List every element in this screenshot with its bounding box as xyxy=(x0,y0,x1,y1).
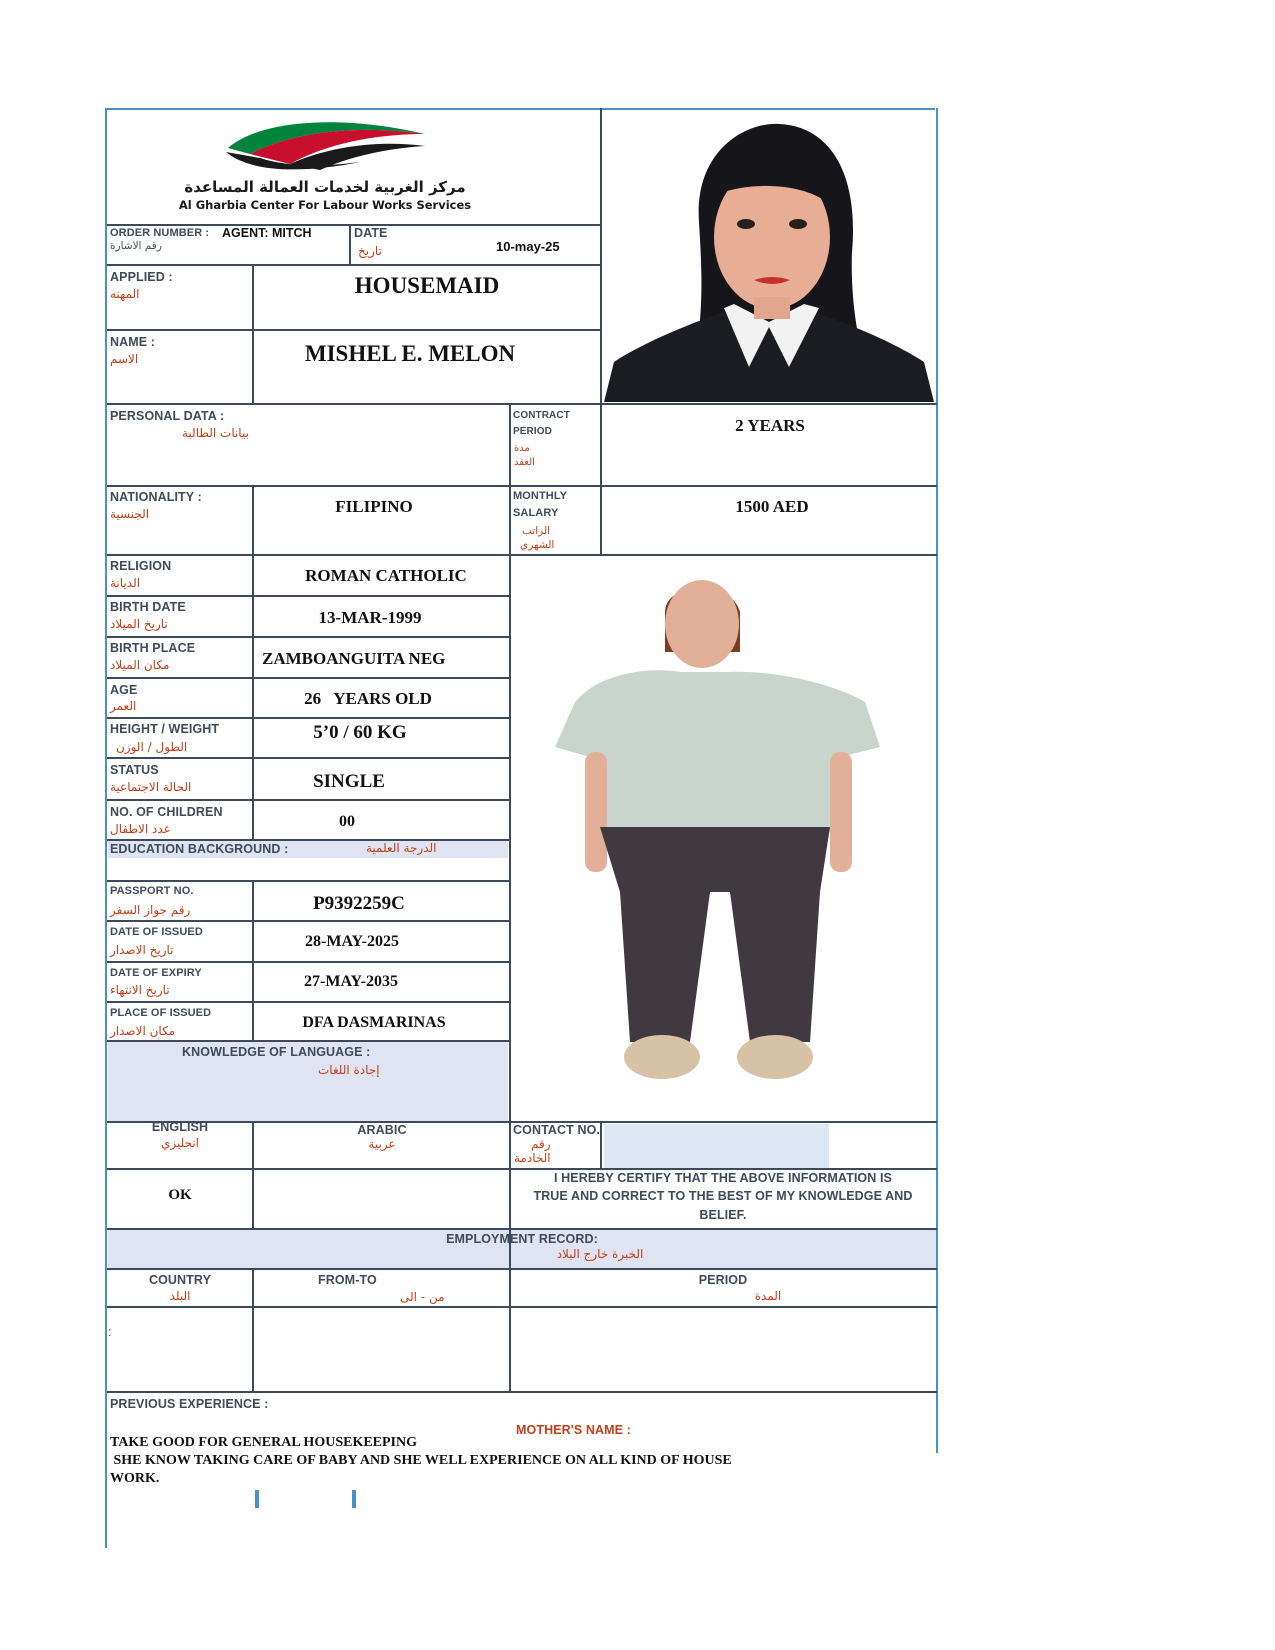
decor-bar-1 xyxy=(255,1490,259,1508)
previous-experience-label: PREVIOUS EXPERIENCE : xyxy=(110,1397,269,1411)
experience-line-3: WORK. xyxy=(110,1471,160,1486)
place-issued-value: DFA DASMARINAS xyxy=(302,1014,446,1031)
contact-label-ar-2: الخادمة xyxy=(514,1151,551,1165)
company-logo xyxy=(140,112,520,220)
language-label: KNOWLEDGE OF LANGUAGE : xyxy=(182,1045,371,1059)
religion-label: RELIGION xyxy=(110,559,172,573)
applied-label-ar: المهنه xyxy=(110,287,140,301)
birth-date-value: 13-MAR-1999 xyxy=(318,608,422,627)
children-label: NO. OF CHILDREN xyxy=(110,805,223,819)
contract-label-ar-2: العقد xyxy=(514,457,535,468)
expiry-label-ar: تاريخ الانتهاء xyxy=(110,983,170,997)
status-label-ar: الحالة الاجتماعية xyxy=(110,780,192,794)
employment-country-header-ar: البلد xyxy=(169,1289,191,1303)
religion-value: ROMAN CATHOLIC xyxy=(305,566,467,585)
birth-place-value: ZAMBOANGUITA NEG xyxy=(262,649,446,668)
children-label-ar: عدد الاطفال xyxy=(110,822,171,836)
salary-label-2: SALARY xyxy=(513,507,559,519)
salary-value: 1500 AED xyxy=(735,497,809,516)
logo-english-name: Al Gharbia Center For Labour Works Services xyxy=(178,198,472,212)
age-label: AGE xyxy=(110,683,138,697)
religion-label-ar: الديانة xyxy=(110,576,141,590)
experience-line-1: TAKE GOOD FOR GENERAL HOUSEKEEPING xyxy=(110,1435,418,1450)
date-label: DATE xyxy=(354,226,388,240)
education-label: EDUCATION BACKGROUND : xyxy=(110,842,289,856)
status-value: SINGLE xyxy=(313,771,385,792)
children-value: 00 xyxy=(339,813,355,830)
nationality-label-ar: الجنسية xyxy=(110,507,150,521)
status-label: STATUS xyxy=(110,763,159,777)
employment-period-header: PERIOD xyxy=(698,1273,748,1287)
contract-label-ar-1: مدة xyxy=(514,443,530,454)
logo-arabic-name: مركز الغربية لخدمات العمالة المساعدة xyxy=(184,178,466,196)
contract-label-1: CONTRACT xyxy=(513,410,570,421)
passport-label: PASSPORT NO. xyxy=(110,885,194,897)
name-value: MISHEL E. MELON xyxy=(304,341,516,366)
order-number-label: ORDER NUMBER : xyxy=(110,227,210,239)
height-weight-value: 5’0 / 60 KG xyxy=(313,722,407,743)
name-label-ar: الاسم xyxy=(110,352,139,366)
issued-value: 28-MAY-2025 xyxy=(305,933,399,950)
english-label: ENGLISH xyxy=(151,1120,209,1134)
birth-place-label-ar: مكان الميلاد xyxy=(110,658,170,672)
outer-border-top xyxy=(105,108,935,110)
date-value: 10-may-25 xyxy=(496,239,560,254)
portrait-photo xyxy=(604,112,934,402)
name-label: NAME : xyxy=(110,335,156,349)
personal-data-label: PERSONAL DATA : xyxy=(110,409,225,423)
passport-label-ar: رقم جواز السفر xyxy=(110,903,191,917)
education-label-ar: الدرجة العلمية xyxy=(366,841,437,855)
employment-from-to-header: FROM-TO xyxy=(318,1273,377,1287)
date-label-ar: تاريخ xyxy=(358,244,382,258)
contact-shade xyxy=(604,1124,829,1168)
certify-line-2: TRUE AND CORRECT TO THE BEST OF MY KNOWLEDGE AND xyxy=(533,1189,913,1203)
place-issued-label: PLACE OF ISSUED xyxy=(110,1007,212,1019)
place-issued-label-ar: مكان الاصدار xyxy=(110,1024,176,1038)
employment-period-header-ar: المدة xyxy=(754,1289,782,1303)
certify-line-1: I HEREBY CERTIFY THAT THE ABOVE INFORMATION IS xyxy=(554,1171,892,1185)
issued-label: DATE OF ISSUED xyxy=(110,926,203,938)
birth-place-label: BIRTH PLACE xyxy=(110,641,196,655)
age-value: 26 YEARS OLD xyxy=(304,689,432,708)
decor-bar-2 xyxy=(352,1490,356,1508)
nationality-label: NATIONALITY : xyxy=(110,490,202,504)
issued-label-ar: تاريخ الاصدار xyxy=(110,943,174,957)
contract-label-2: PERIOD xyxy=(513,426,552,437)
experience-line-2: SHE KNOW TAKING CARE OF BABY AND SHE WELL EXPERIENCE ON ALL KIND OF HOUSE xyxy=(110,1453,732,1468)
language-label-ar: إجادة اللغات xyxy=(318,1063,380,1077)
salary-label-1: MONTHLY xyxy=(513,490,568,502)
height-weight-label-ar: الطول / الوزن xyxy=(116,740,188,754)
flag-wave-icon xyxy=(140,112,520,182)
age-label-ar: العمر xyxy=(110,699,137,713)
employment-country-header: COUNTRY xyxy=(148,1273,212,1287)
mother-name-label: MOTHER'S NAME : xyxy=(516,1423,631,1437)
birth-date-label-ar: تاريخ الميلاد xyxy=(110,617,168,631)
order-number-label-ar: رقم الاشارة xyxy=(110,240,162,252)
salary-label-ar-2: الشهري xyxy=(520,539,555,551)
certify-line-3: BELIEF. xyxy=(699,1208,747,1222)
employment-label: EMPLOYMENT RECORD: xyxy=(446,1232,598,1246)
english-label-ar: انجليزي xyxy=(160,1136,200,1150)
employment-from-to-header-ar: من - الى xyxy=(400,1290,445,1304)
employment-row-country: : xyxy=(108,1325,112,1339)
passport-value: P9392259C xyxy=(313,893,405,914)
expiry-value: 27-MAY-2035 xyxy=(304,973,398,990)
contract-value: 2 YEARS xyxy=(735,416,805,435)
employment-label-ar: الخبرة خارج البلاد xyxy=(556,1247,644,1261)
birth-date-label: BIRTH DATE xyxy=(110,600,186,614)
arabic-label: ARABIC xyxy=(357,1123,407,1137)
outer-border-right xyxy=(936,108,938,1453)
outer-border-left xyxy=(105,108,107,1548)
arabic-label-ar: عربية xyxy=(368,1137,396,1151)
personal-data-label-ar: بيانات الطالبة xyxy=(182,426,249,440)
height-weight-label: HEIGHT / WEIGHT xyxy=(110,722,220,736)
applied-label: APPLIED : xyxy=(110,270,173,284)
applied-value: HOUSEMAID xyxy=(354,273,500,298)
nationality-value: FILIPINO xyxy=(335,497,413,516)
expiry-label: DATE OF EXPIRY xyxy=(110,967,202,979)
english-value: OK xyxy=(168,1187,192,1203)
full-body-photo xyxy=(540,572,890,1092)
salary-label-ar-1: الراتب xyxy=(522,525,551,537)
contact-label: CONTACT NO. xyxy=(513,1123,600,1137)
agent-value: AGENT: MITCH xyxy=(222,226,312,240)
contact-label-ar-1: رقم xyxy=(531,1137,551,1151)
